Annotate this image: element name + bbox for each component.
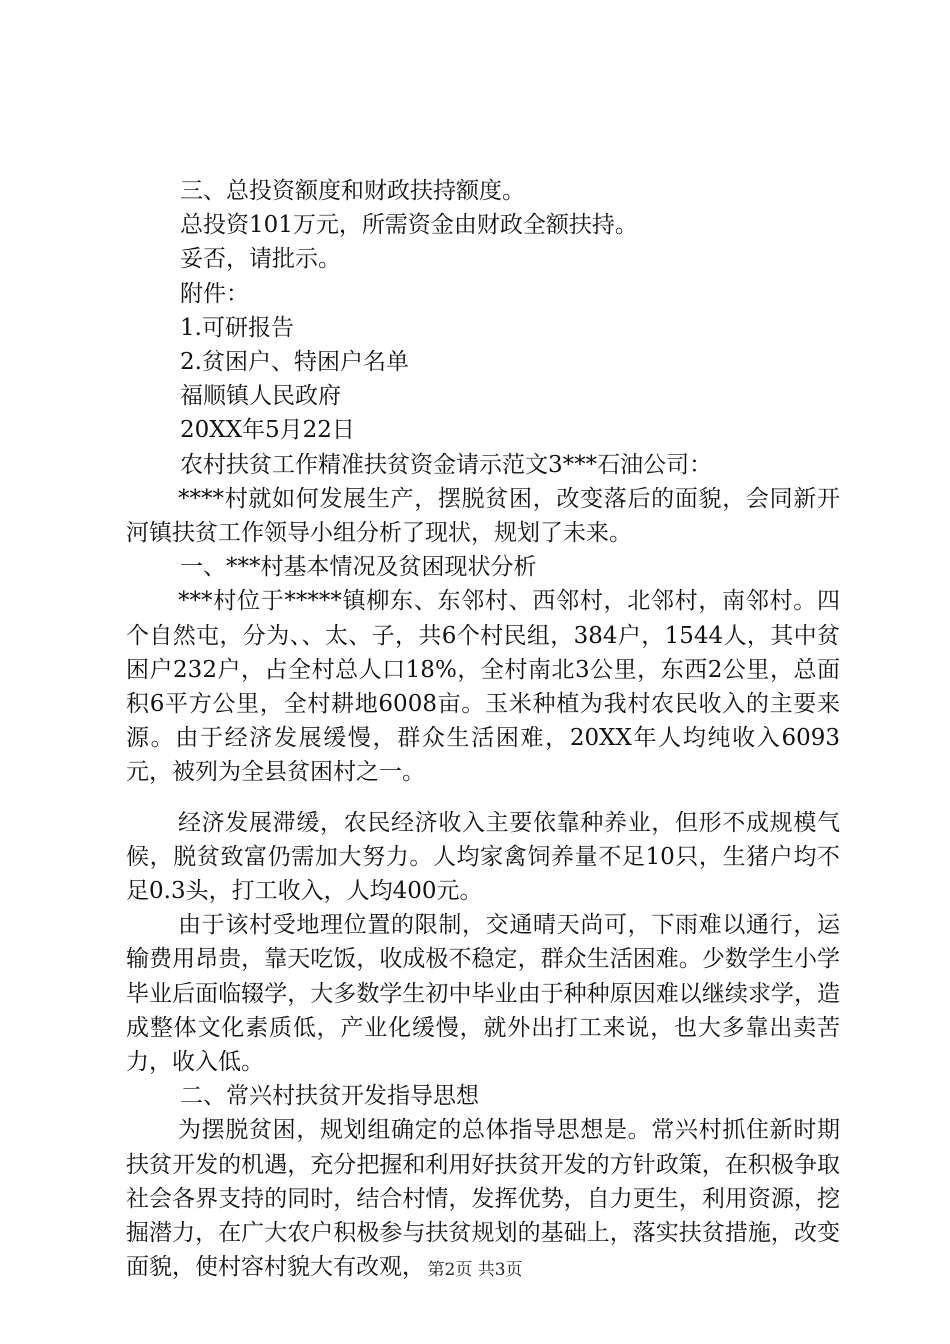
- paragraph-geography: 由于该村受地理位置的限制，交通晴天尚可，下雨难以通行，运输费用昂贵，靠天吃饭，收成极不稳定，群众生活困难。少数学生小学毕业后面临辍学，大多数学生初中毕业由于种种原因难以继续求学，造成整体文化素质低，产业化缓慢，就外出打工来说，也大多靠出卖苦力，收入低。: [126, 912, 840, 1076]
- attachment-item-2: 2.贫困户、特困户名单: [180, 349, 409, 376]
- issuer-name: 福顺镇人民政府: [180, 383, 341, 410]
- approval-request: 妥否，请批示。: [180, 246, 341, 273]
- paragraph-village-overview: ***村位于*****镇柳东、东邻村、西邻村，北邻村，南邻村。四个自然屯，分为、、太、子，共6个村民组，384户，1544人，其中贫困户232户，占全村总人口18%，全村南北3公里，东西2公里，总面积6平方公里，全村耕地6008亩。玉米种植为我村农民收入的主要来源。由于经济发展缓慢，群众生活困难，20XX年人均纯收入6093元，被列为全县贫困村之一。: [126, 588, 840, 786]
- investment-text: 总投资101万元，所需资金由财政全额扶持。: [180, 212, 638, 239]
- page-number-footer: 第2页 共3页: [427, 1260, 523, 1280]
- paragraph-gap: [180, 790, 840, 806]
- paragraph-guiding-thought: 为摆脱贫困，规划组确定的总体指导思想是。常兴村抓住新时期扶贫开发的机遇，充分把握和利用好扶贫开发的方针政策，在积极争取社会各界支持的同时，结合村情，发挥优势，自力更生，利用资源，挖掘潜力，在广大农户积极参与扶贫规划的基础上，落实扶贫措施，改变面貌，使村容村貌大有改观，: [126, 1117, 840, 1281]
- attachment-item-1: 1.可研报告: [180, 314, 294, 341]
- paragraph-economy: 经济发展滞缓，农民经济收入主要依靠种养业，但形不成规模气候，脱贫致富仍需加大努力。人均家禽饲养量不足10只，生猪户均不足0.3头，打工收入，人均400元。: [126, 809, 840, 905]
- section-heading-investment: 三、总投资额度和财政扶持额度。: [180, 178, 525, 204]
- section-heading-basic-situation: 一、***村基本情况及贫困现状分析: [180, 554, 537, 581]
- attachments-label: 附件：: [180, 280, 249, 307]
- issue-date: 20XX年5月22日: [180, 417, 355, 444]
- document-body: [126, 174, 840, 1285]
- sample-title: 农村扶贫工作精准扶贫资金请示范文3***石油公司：: [180, 451, 713, 478]
- paragraph-intro: ****村就如何发展生产，摆脱贫困，改变落后的面貌，会同新开河镇扶贫工作领导小组分析了现状，规划了未来。: [126, 485, 840, 547]
- section-heading-guiding-thought: 二、常兴村扶贫开发指导思想: [180, 1083, 479, 1110]
